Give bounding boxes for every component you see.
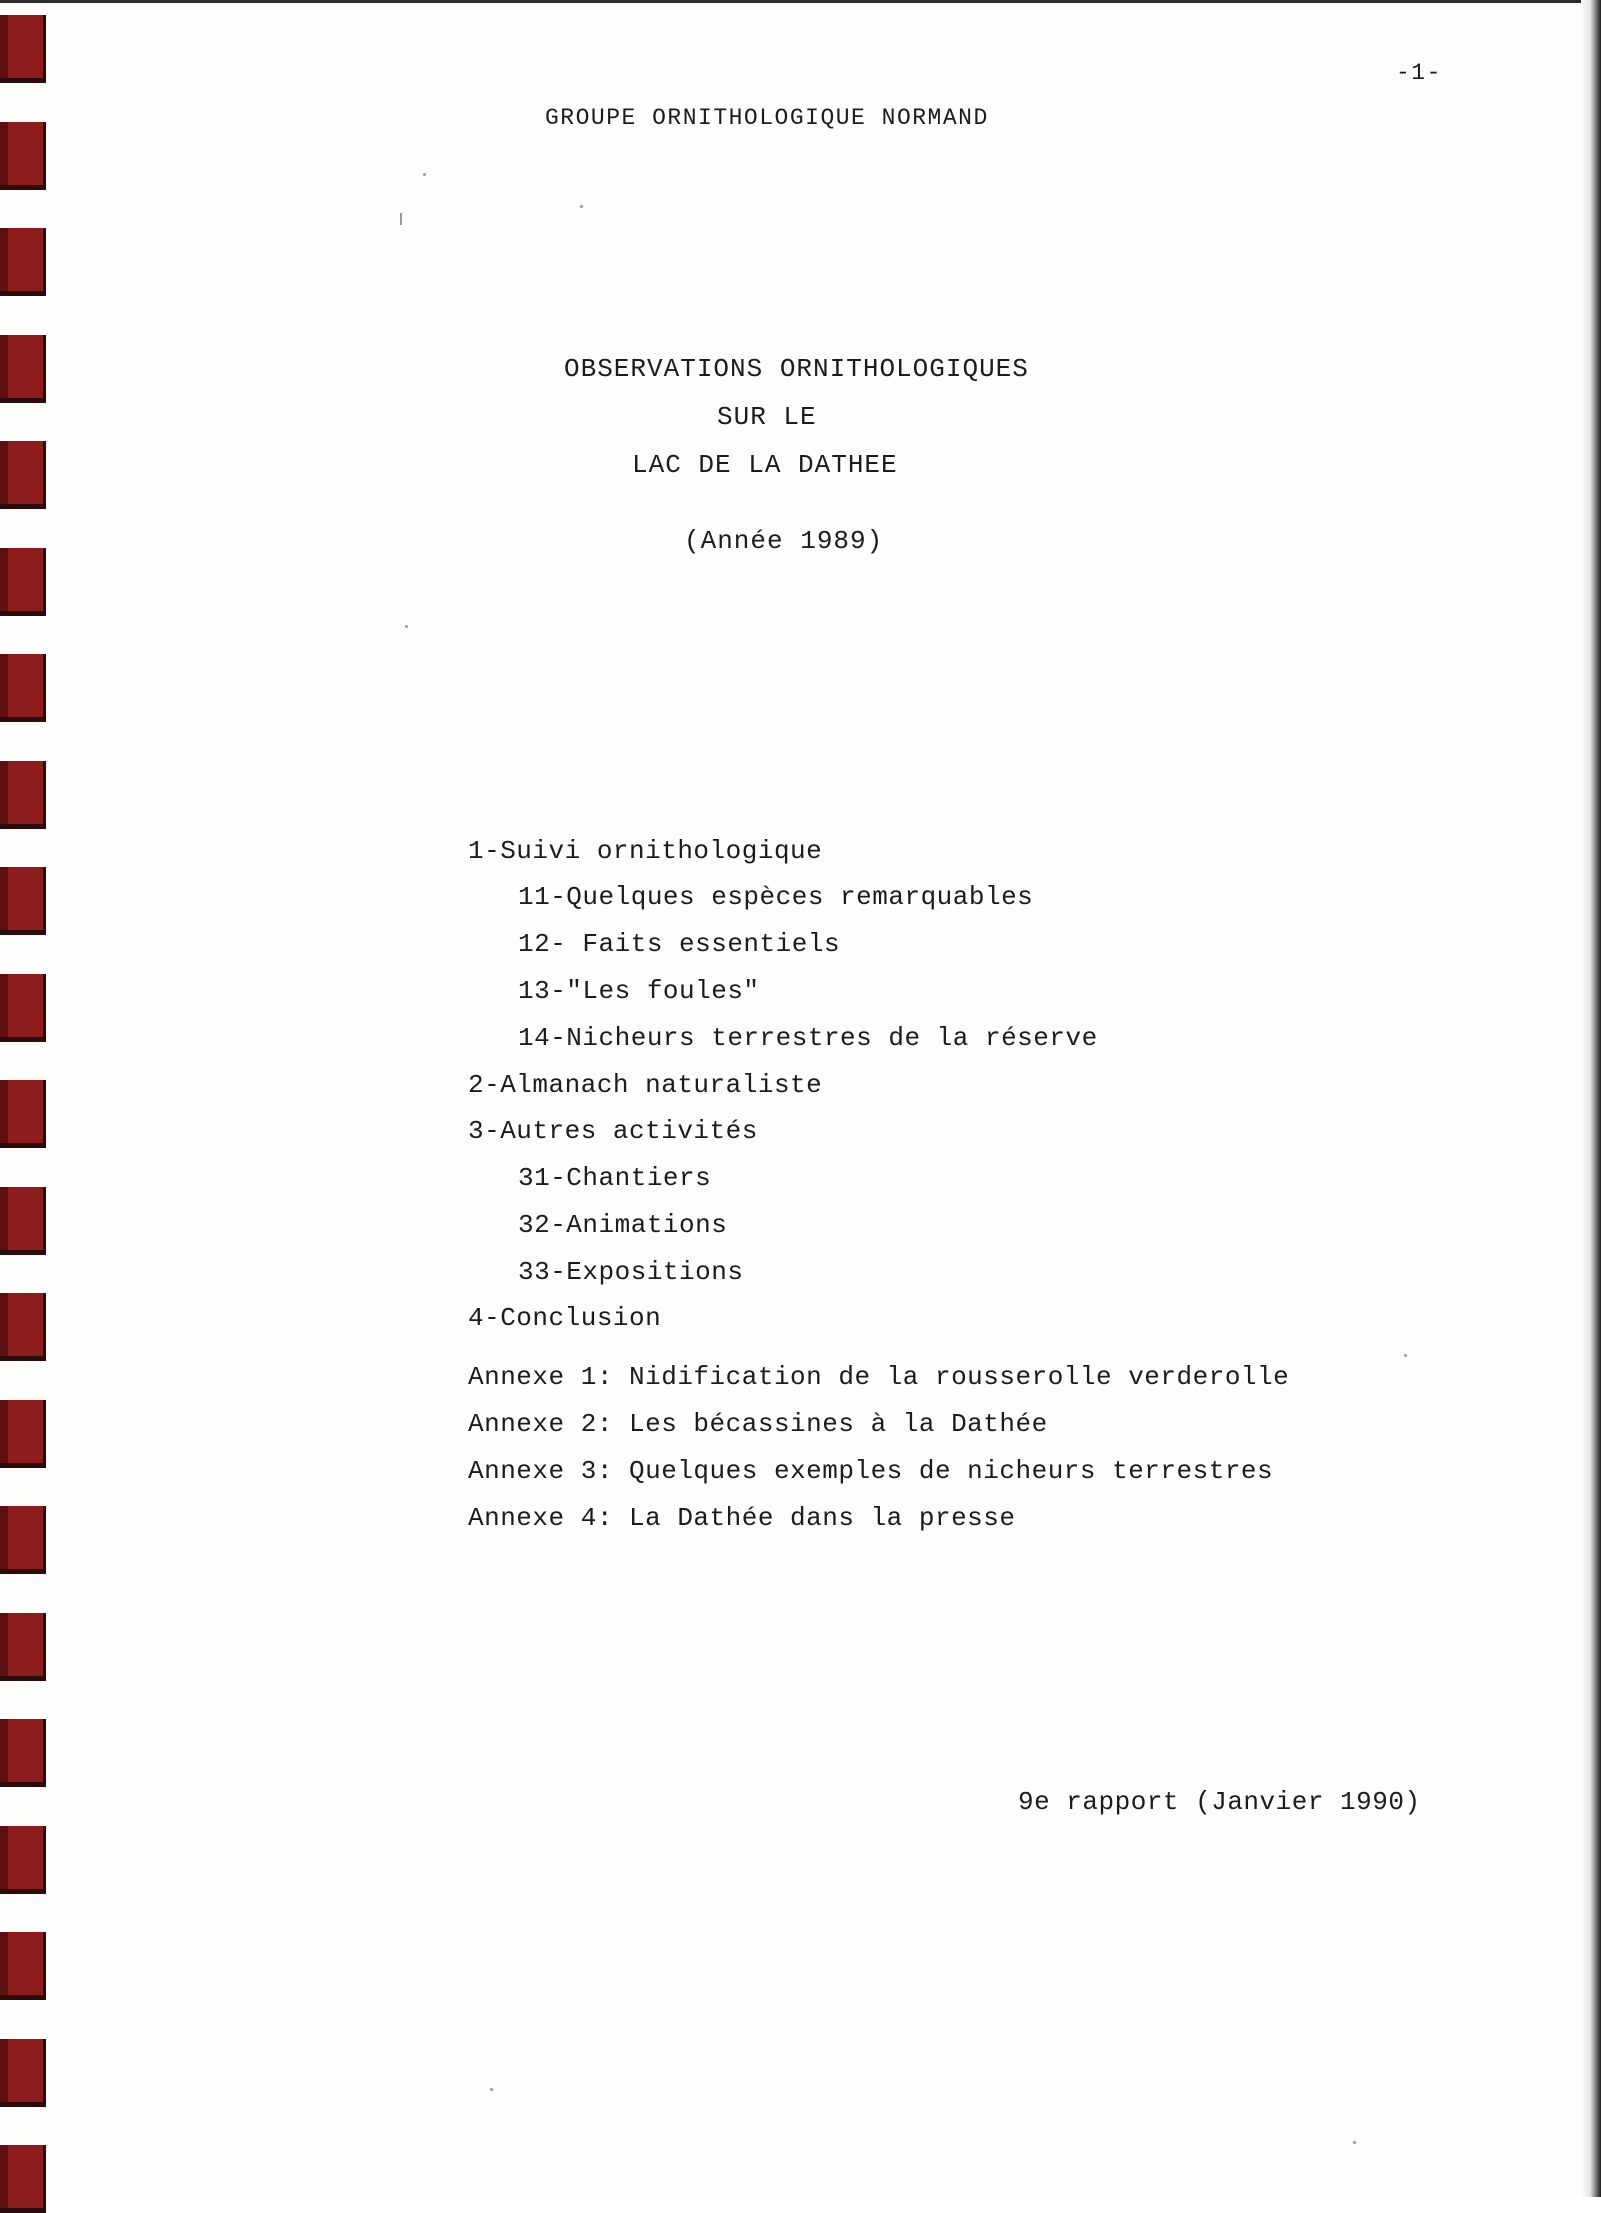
binding-ring bbox=[0, 654, 46, 722]
binding-ring bbox=[0, 441, 46, 509]
title-line-1: OBSERVATIONS ORNITHOLOGIQUES bbox=[564, 354, 1029, 384]
binding-ring bbox=[0, 1400, 46, 1468]
speck bbox=[1404, 1354, 1407, 1357]
binding-ring bbox=[0, 335, 46, 403]
speck bbox=[490, 2088, 493, 2091]
binding-ring bbox=[0, 122, 46, 190]
binding-ring bbox=[0, 1613, 46, 1681]
binding-ring bbox=[0, 1932, 46, 2000]
toc-item: 1-Suivi ornithologique bbox=[468, 836, 823, 866]
toc-item: 3-Autres activités bbox=[468, 1116, 758, 1146]
binding-ring bbox=[0, 2145, 46, 2213]
binding-ring bbox=[0, 867, 46, 935]
title-line-2: SUR LE bbox=[717, 402, 817, 432]
binding-ring bbox=[0, 1826, 46, 1894]
binding-ring bbox=[0, 1293, 46, 1361]
speck bbox=[1353, 2141, 1356, 2144]
organization-header: GROUPE ORNITHOLOGIQUE NORMAND bbox=[545, 105, 989, 131]
page-right-edge bbox=[1581, 0, 1601, 2197]
spiral-binding bbox=[0, 0, 60, 2197]
annex-item: Annexe 2: Les bécassines à la Dathée bbox=[468, 1409, 1048, 1439]
speck bbox=[423, 173, 426, 176]
speck bbox=[400, 213, 402, 225]
page-number: -1- bbox=[1396, 60, 1442, 86]
title-line-3: LAC DE LA DATHEE bbox=[632, 450, 898, 480]
toc-item: 13-"Les foules" bbox=[518, 976, 760, 1006]
toc-item: 2-Almanach naturaliste bbox=[468, 1070, 823, 1100]
report-edition: 9e rapport (Janvier 1990) bbox=[1018, 1787, 1421, 1817]
annex-item: Annexe 3: Quelques exemples de nicheurs terrestres bbox=[468, 1456, 1274, 1486]
toc-item: 4-Conclusion bbox=[468, 1303, 662, 1333]
toc-item: 31-Chantiers bbox=[518, 1163, 712, 1193]
binding-ring bbox=[0, 2039, 46, 2107]
binding-ring bbox=[0, 1187, 46, 1255]
binding-ring bbox=[0, 974, 46, 1042]
annex-item: Annexe 4: La Dathée dans la presse bbox=[468, 1503, 1016, 1533]
binding-ring bbox=[0, 761, 46, 829]
binding-ring bbox=[0, 1080, 46, 1148]
title-year: (Année 1989) bbox=[684, 526, 884, 556]
binding-ring bbox=[0, 1506, 46, 1574]
toc-item: 33-Expositions bbox=[518, 1257, 744, 1287]
binding-ring bbox=[0, 228, 46, 296]
toc-item: 11-Quelques espèces remarquables bbox=[518, 882, 1034, 912]
toc-item: 12- Faits essentiels bbox=[518, 929, 841, 959]
page-top-edge bbox=[0, 0, 1601, 3]
binding-ring bbox=[0, 548, 46, 616]
binding-ring bbox=[0, 1719, 46, 1787]
toc-item: 14-Nicheurs terrestres de la réserve bbox=[518, 1023, 1098, 1053]
toc-item: 32-Animations bbox=[518, 1210, 728, 1240]
binding-ring bbox=[0, 15, 46, 83]
speck bbox=[580, 205, 583, 208]
annex-item: Annexe 1: Nidification de la rousserolle verderolle bbox=[468, 1362, 1290, 1392]
speck bbox=[405, 625, 408, 628]
